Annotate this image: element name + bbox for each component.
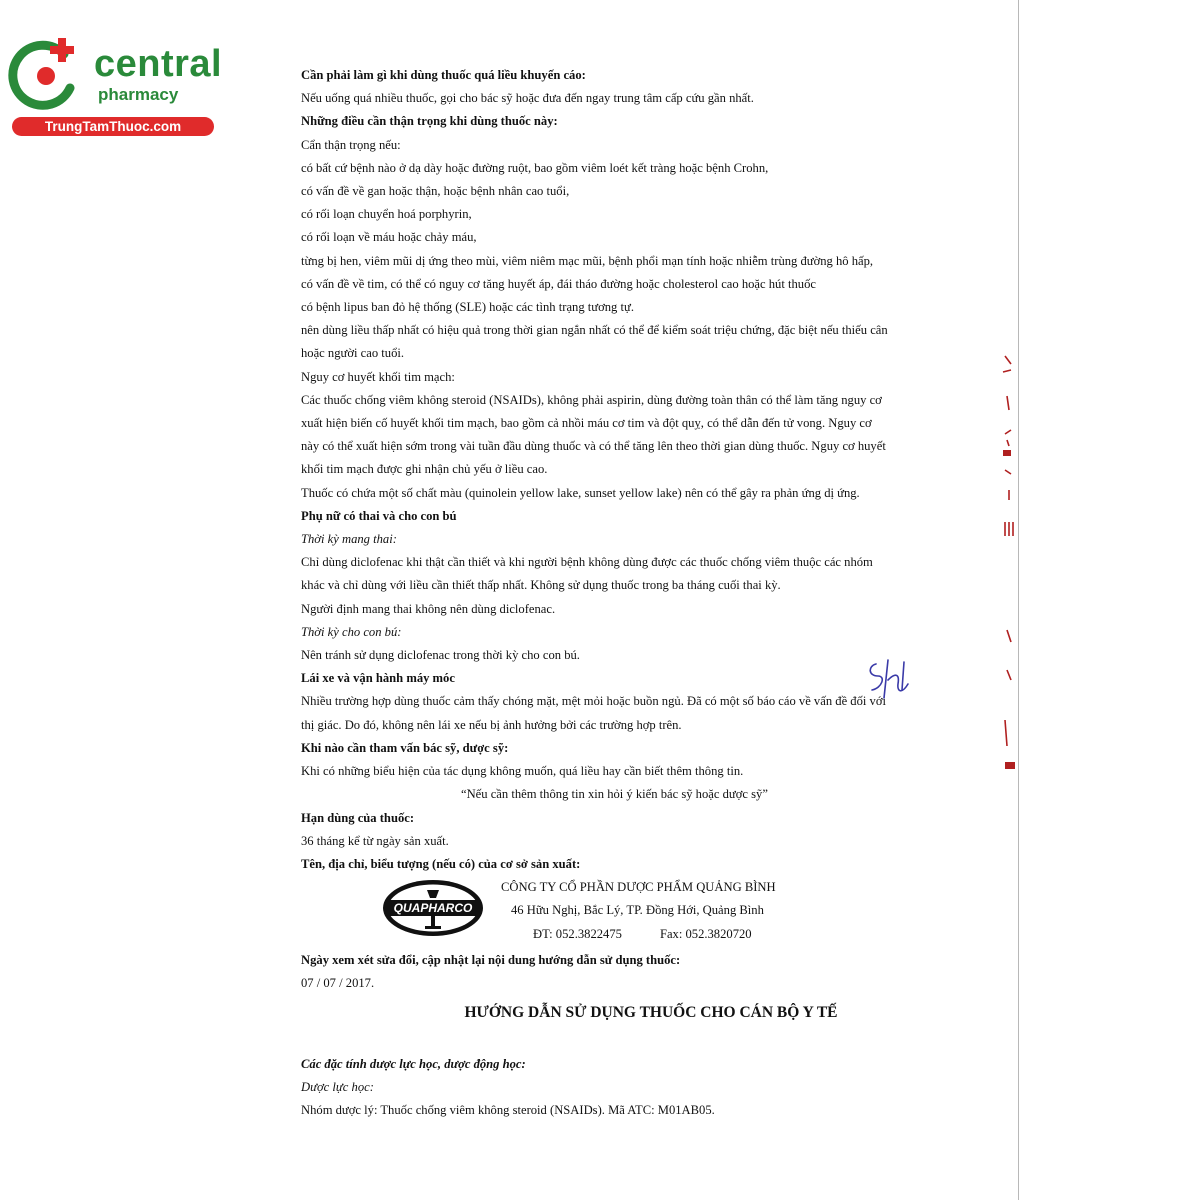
company-contact	[501, 923, 776, 946]
seal-text: QUAPHARCO	[393, 901, 473, 916]
brand-site: TrungTamThuoc.com	[12, 117, 214, 136]
company-phone: ĐT: 052.3822475	[533, 926, 622, 941]
document-line: khác và chỉ dùng với liều cần thiết thấp nhất. Không sử dụng thuốc trong ba tháng cuối thai kỳ.	[301, 578, 781, 593]
company-fax: Fax: 052.3820720	[659, 926, 752, 941]
document-line: này có thể xuất hiện sớm trong vài tuần đầu dùng thuốc và có thể tăng lên theo thời gian dùng thuốc. Nguy cơ huyết	[301, 439, 886, 454]
side-stamp-marks	[995, 350, 1023, 790]
document-line: Hạn dùng của thuốc:	[301, 810, 415, 825]
document-line: xuất hiện biến cố huyết khối tim mạch, bao gồm cả nhồi máu cơ tim và đột quỵ, có thể dẫn đến tử vong. Nguy cơ	[301, 416, 872, 431]
manufacturer-block	[301, 876, 961, 949]
document-line: Người định mang thai không nên dùng diclofenac.	[301, 601, 556, 616]
document-line: Thuốc có chứa một số chất màu (quinolein yellow lake, sunset yellow lake) nên có thể gây ra phản ứng dị ứng.	[301, 485, 860, 500]
manufacturer-info	[501, 876, 776, 946]
document-line: Thời kỳ mang thai:	[301, 532, 397, 547]
document-line: Lái xe và vận hành máy móc	[301, 671, 455, 686]
document-line: khối tim mạch được ghi nhận chủ yếu ở liều cao.	[301, 462, 548, 477]
document-line: hoặc người cao tuổi.	[301, 346, 405, 361]
review-date: 07 / 07 / 2017.	[301, 976, 375, 991]
document-line: có vấn đề về tim, có thể có nguy cơ tăng huyết áp, đái tháo đường hoặc cholesterol cao hoặc hút thuốc	[301, 276, 816, 291]
brand-logo	[8, 34, 223, 138]
properties-label: Các đặc tính dược lực học, dược động học:	[301, 1056, 526, 1071]
document-line: có rối loạn chuyển hoá porphyrin,	[301, 207, 472, 222]
document-line: Thời kỳ cho con bú:	[301, 624, 402, 639]
document-line: Khi nào cần tham vấn bác sỹ, dược sỹ:	[301, 740, 509, 755]
document-line: Khi có những biểu hiện của tác dụng không muốn, quá liều hay cần biết thêm thông tin.	[301, 764, 744, 779]
document-line: “Nếu cần thêm thông tin xin hỏi ý kiến bác sỹ hoặc dược sỹ”	[461, 787, 768, 802]
document-line: Cần phải làm gì khi dùng thuốc quá liều khuyến cáo:	[301, 68, 586, 82]
document-body	[301, 64, 961, 1122]
document-line: Nếu uống quá nhiều thuốc, gọi cho bác sỹ hoặc đưa đến ngay trung tâm cấp cứu gần nhất.	[301, 91, 754, 106]
central-pharmacy-logo-icon	[8, 36, 88, 116]
document-line: Tên, địa chỉ, biểu tượng (nếu có) của cơ sở sản xuất:	[301, 856, 581, 871]
pharmacological-group: Nhóm dược lý: Thuốc chống viêm không steroid (NSAIDs). Mã ATC: M01AB05.	[301, 1102, 715, 1117]
document-line: Phụ nữ có thai và cho con bú	[301, 508, 457, 523]
document-line: Nguy cơ huyết khối tim mạch:	[301, 369, 455, 384]
signature-icon	[862, 654, 922, 704]
document-line: Chỉ dùng diclofenac khi thật cần thiết và khi người bệnh không dùng được các thuốc chống viêm thuộc các nhóm	[301, 555, 873, 570]
document-lines	[301, 64, 961, 876]
document-line: Cẩn thận trọng nếu:	[301, 137, 401, 152]
section-title: HƯỚNG DẪN SỬ DỤNG THUỐC CHO CÁN BỘ Y TẾ	[464, 1003, 838, 1021]
company-name: CÔNG TY CỔ PHẦN DƯỢC PHẨM QUẢNG BÌNH	[501, 880, 776, 895]
document-line: nên dùng liều thấp nhất có hiệu quả trong thời gian ngắn nhất có thể để kiểm soát triệu chứng, đặc biệt nếu thiếu cân	[301, 323, 888, 338]
document-line: Các thuốc chống viêm không steroid (NSAIDs), không phải aspirin, dùng đường toàn thân có thể làm tăng nguy cơ	[301, 392, 882, 407]
review-label: Ngày xem xét sửa đổi, cập nhật lại nội dung hướng dẫn sử dụng thuốc:	[301, 953, 681, 968]
document-line: có vấn đề về gan hoặc thận, hoặc bệnh nhân cao tuổi,	[301, 184, 570, 199]
document-line: có bệnh lipus ban đỏ hệ thống (SLE) hoặc các tình trạng tương tự.	[301, 300, 634, 315]
brand-tagline: pharmacy	[98, 85, 179, 104]
document-line: 36 tháng kể từ ngày sản xuất.	[301, 833, 449, 848]
quapharco-seal-icon	[381, 878, 485, 938]
company-address: 46 Hữu Nghị, Bắc Lý, TP. Đồng Hới, Quảng Bình	[511, 903, 764, 918]
document-line: Những điều cần thận trọng khi dùng thuốc này:	[301, 114, 558, 129]
pharmacodynamics-label: Dược lực học:	[301, 1079, 374, 1094]
document-line: có rối loạn về máu hoặc chảy máu,	[301, 230, 477, 245]
document-line: thị giác. Do đó, không nên lái xe nếu bị ảnh hưởng bởi các trường hợp trên.	[301, 717, 682, 732]
brand-name: central	[94, 43, 223, 85]
document-line: có bất cứ bệnh nào ở dạ dày hoặc đường ruột, bao gồm viêm loét kết tràng hoặc bệnh Crohn,	[301, 160, 769, 175]
document-line: Nhiều trường hợp dùng thuốc cảm thấy chóng mặt, mệt mỏi hoặc buồn ngủ. Đã có một số báo cáo về vấn đề đối với	[301, 694, 887, 709]
document-line: Nên tránh sử dụng diclofenac trong thời kỳ cho con bú.	[301, 648, 580, 663]
document-line: từng bị hen, viêm mũi dị ứng theo mùi, viêm niêm mạc mũi, bệnh phổi mạn tính hoặc nhiễm trùng đường hô hấp,	[301, 253, 874, 268]
